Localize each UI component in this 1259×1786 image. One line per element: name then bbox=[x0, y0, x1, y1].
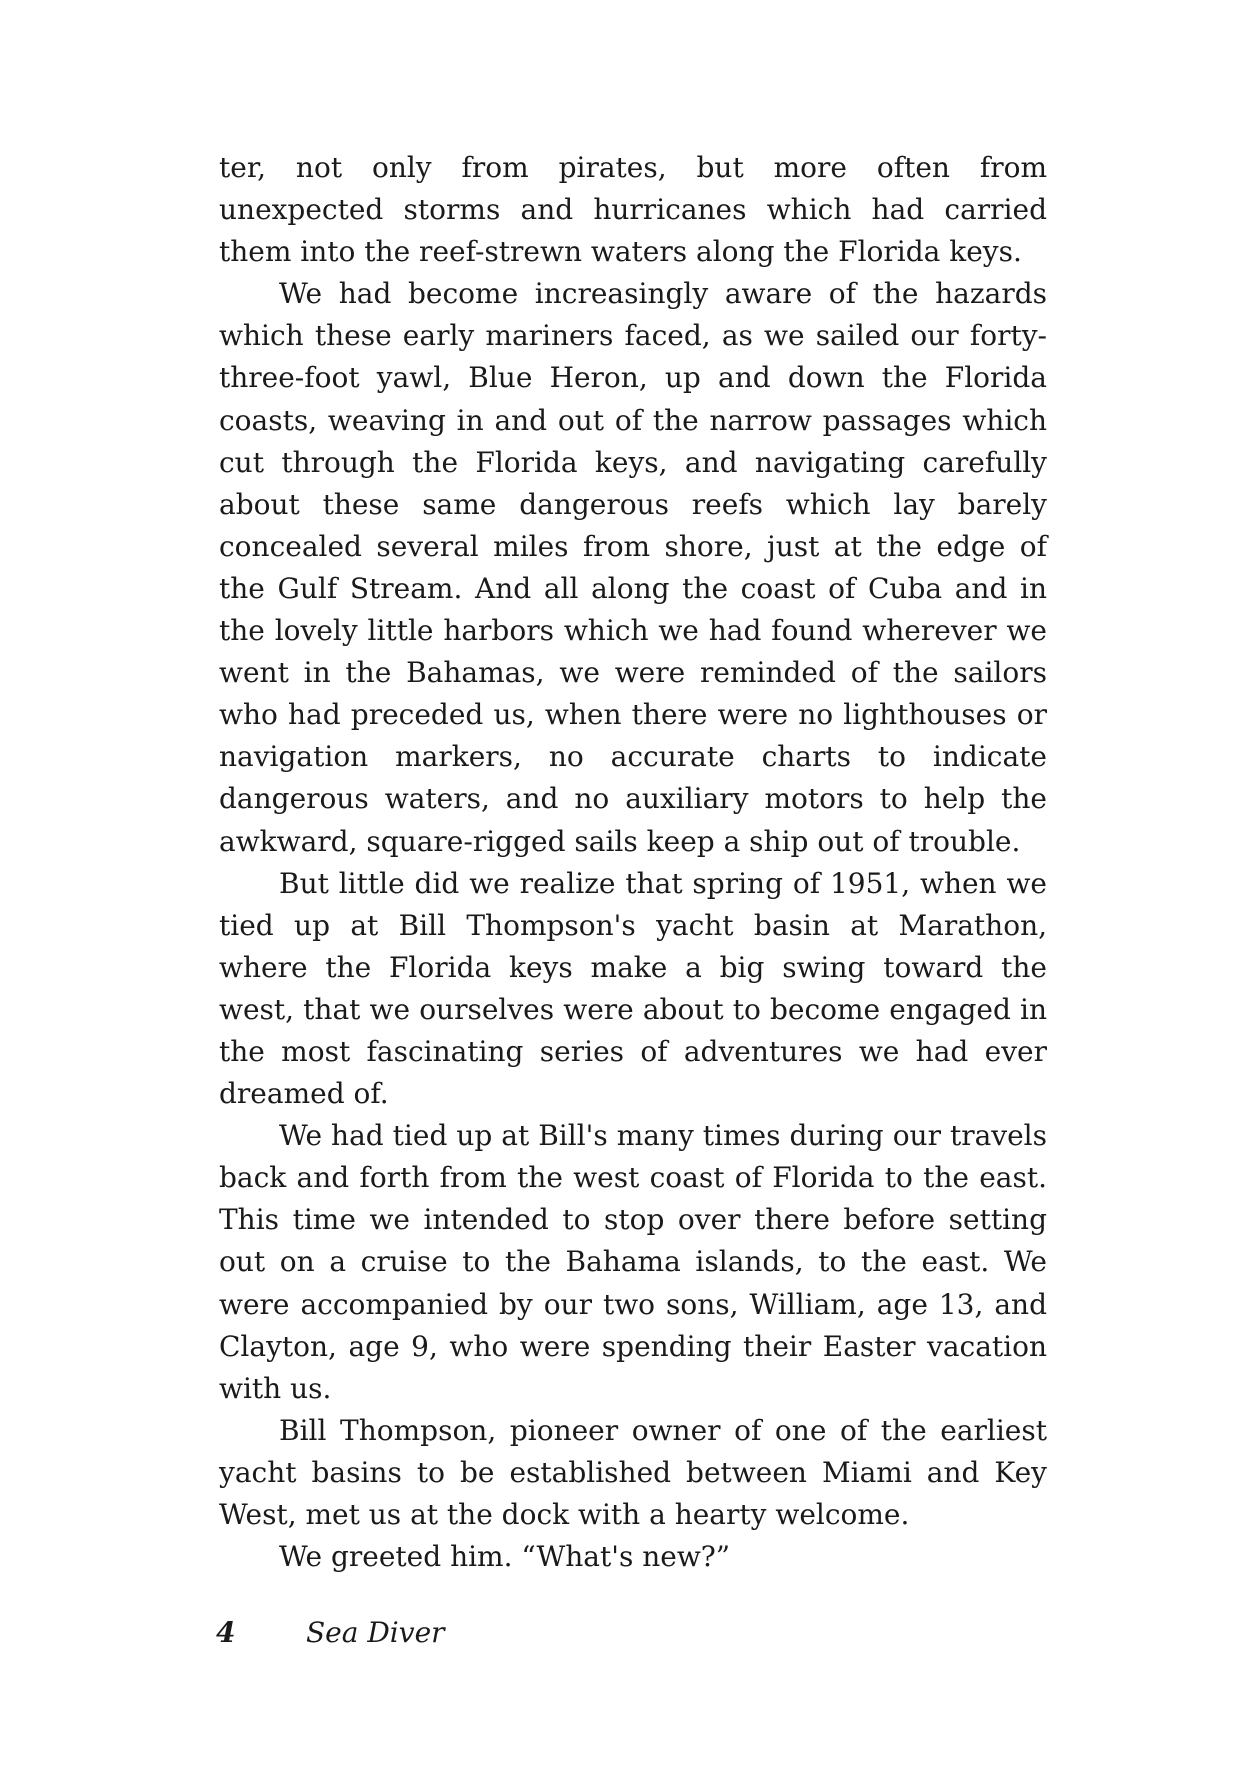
paragraph: But little did we realize that spring of 1951, when we tied up at Bill Thompson's yacht basin at Marathon, where the Florida keys make a big swing toward the west, that we ourselves were about to become engaged in the most fascinating series of adventures we had ever dreamed of. bbox=[219, 866, 1047, 1111]
paragraph: We had tied up at Bill's many times during our travels back and forth from the west coast of Florida to the east. This time we intended to stop over there before setting out on a cruise to the Bahama islands, to the east. We were accompanied by our two sons, William, age 13, and Clayton, age 9, who were spending their Easter vacation with us. bbox=[219, 1119, 1047, 1405]
paragraph: We had become increasingly aware of the hazards which these early mariners faced, as we sailed our forty-three-foot yawl, Blue Heron, up and down the Florida coasts, weaving in and out of the narrow passages which cut through the Florida keys, and navigating carefully about these same dangerous reefs which lay barely concealed several miles from shore, just at the edge of the Gulf Stream. And all along the coast of Cuba and in the lovely little harbors which we had found wherever we went in the Bahamas, we were reminded of the sailors who had preceded us, when there were no lighthouses or navigation markers, no accurate charts to indicate dangerous waters, and no auxiliary motors to help the awkward, square-rigged sails keep a ship out of trouble. bbox=[219, 277, 1047, 858]
paragraph: Bill Thompson, pioneer owner of one of the earliest yacht basins to be established between Miami and Key West, met us at the dock with a hearty welcome. bbox=[219, 1413, 1047, 1531]
paragraph-continuation: ter, not only from pirates, but more often from unexpected storms and hurricanes which had carried them into the reef-strewn waters along the Florida keys. bbox=[219, 151, 1047, 269]
page-footer bbox=[216, 1616, 445, 1649]
paragraph: We greeted him. “What's new?” bbox=[279, 1540, 731, 1574]
body-text bbox=[219, 147, 1047, 1578]
page-number: 4 bbox=[216, 1616, 236, 1649]
running-title: Sea Diver bbox=[306, 1616, 445, 1649]
